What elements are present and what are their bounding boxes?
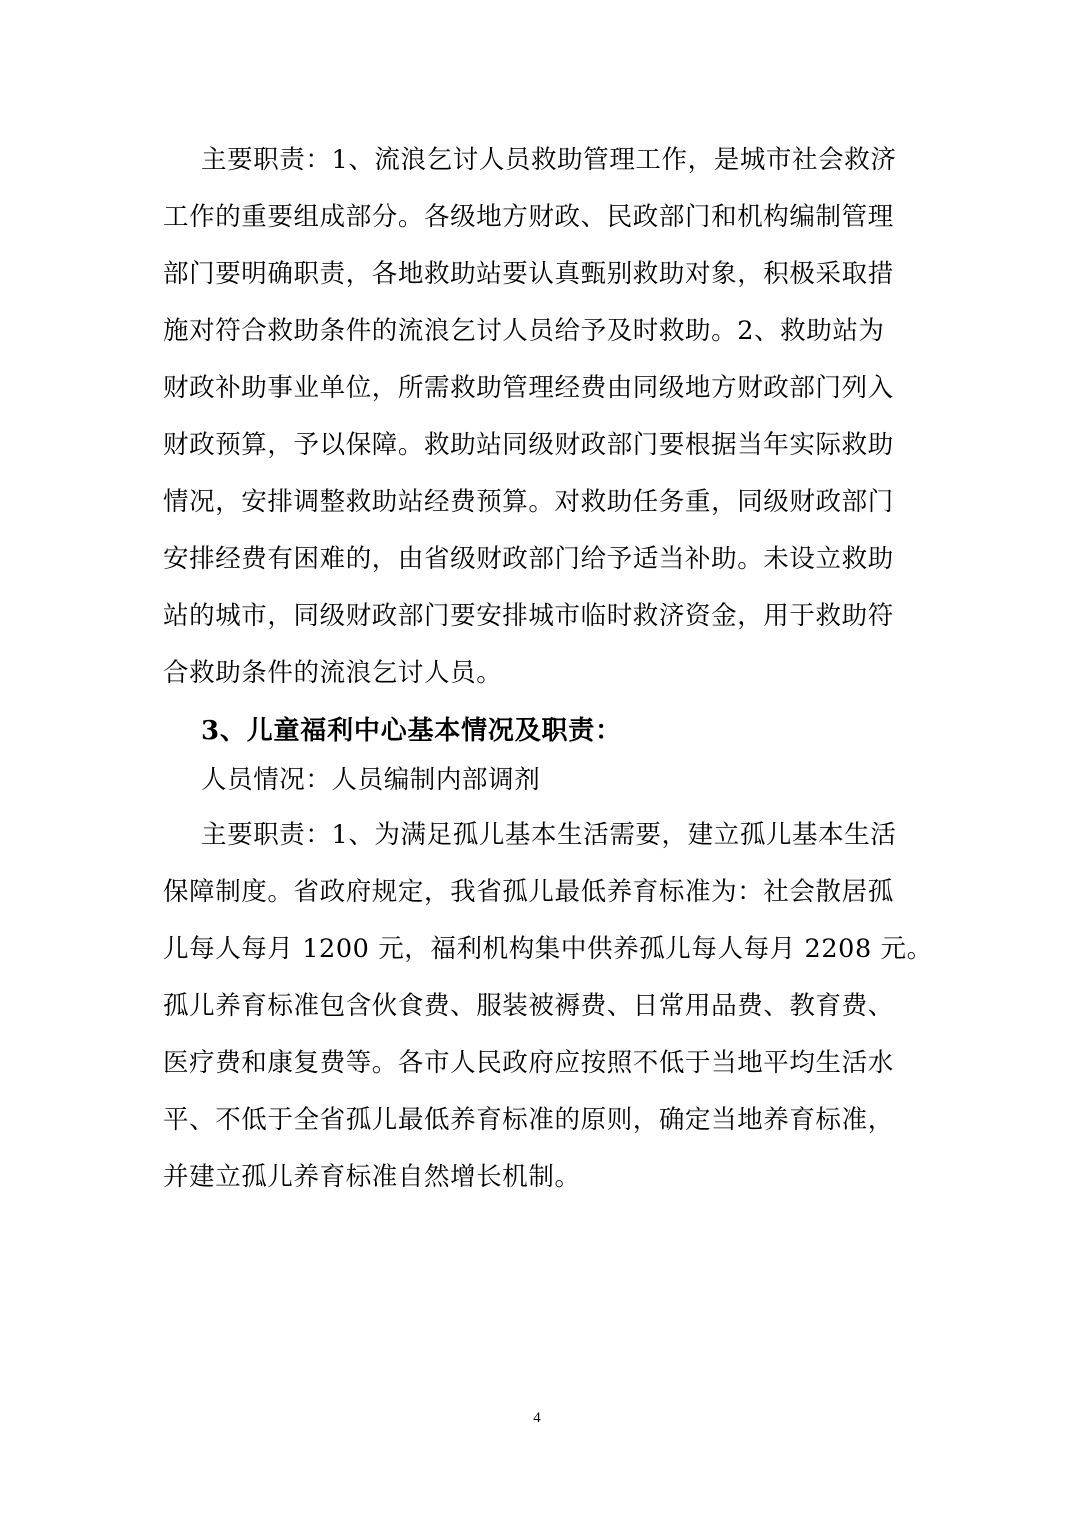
paragraph-line: 平、不低于全省孤儿最低养育标准的原则，确定当地养育标准， — [163, 1105, 894, 1135]
paragraph-line: 并建立孤儿养育标准自然增长机制。 — [163, 1162, 581, 1192]
paragraph-line: 主要职责：1、流浪乞讨人员救助管理工作，是城市社会救济 — [201, 145, 897, 175]
paragraph-line: 情况，安排调整救助站经费预算。对救助任务重，同级财政部门 — [163, 487, 894, 517]
staff-info-line: 人员情况：人员编制内部调剂 — [201, 765, 541, 795]
rescue-station-duties-paragraph — [163, 132, 913, 702]
welfare-center-duties-paragraph — [163, 807, 933, 1206]
paragraph-line: 施对符合救助条件的流浪乞讨人员给予及时救助。2、救助站为 — [163, 316, 885, 346]
paragraph-line: 工作的重要组成部分。各级地方财政、民政部门和机构编制管理 — [163, 202, 894, 232]
paragraph-line: 站的城市，同级财政部门要安排城市临时救济资金，用于救助符 — [163, 601, 894, 631]
paragraph-line: 医疗费和康复费等。各市人民政府应按照不低于当地平均生活水 — [163, 1048, 894, 1078]
paragraph-line: 财政预算，予以保障。救助站同级财政部门要根据当年实际救助 — [163, 430, 894, 460]
section-heading: 3、儿童福利中心基本情况及职责： — [201, 716, 622, 746]
paragraph-line: 儿每人每月 1200 元，福利机构集中供养孤儿每人每月 2208 元。 — [163, 934, 933, 964]
paragraph-line: 财政补助事业单位，所需救助管理经费由同级地方财政部门列入 — [163, 373, 894, 403]
paragraph-line: 合救助条件的流浪乞讨人员。 — [163, 658, 503, 688]
paragraph-line: 主要职责：1、为满足孤儿基本生活需要，建立孤儿基本生活 — [201, 820, 897, 850]
paragraph-line: 保障制度。省政府规定，我省孤儿最低养育标准为：社会散居孤 — [163, 877, 894, 907]
page-number: 4 — [533, 1410, 541, 1426]
paragraph-line: 部门要明确职责，各地救助站要认真甄别救助对象，积极采取措 — [163, 259, 894, 289]
paragraph-line: 孤儿养育标准包含伙食费、服装被褥费、日常用品费、教育费、 — [163, 991, 894, 1021]
paragraph-line: 安排经费有困难的，由省级财政部门给予适当补助。未设立救助 — [163, 544, 894, 574]
